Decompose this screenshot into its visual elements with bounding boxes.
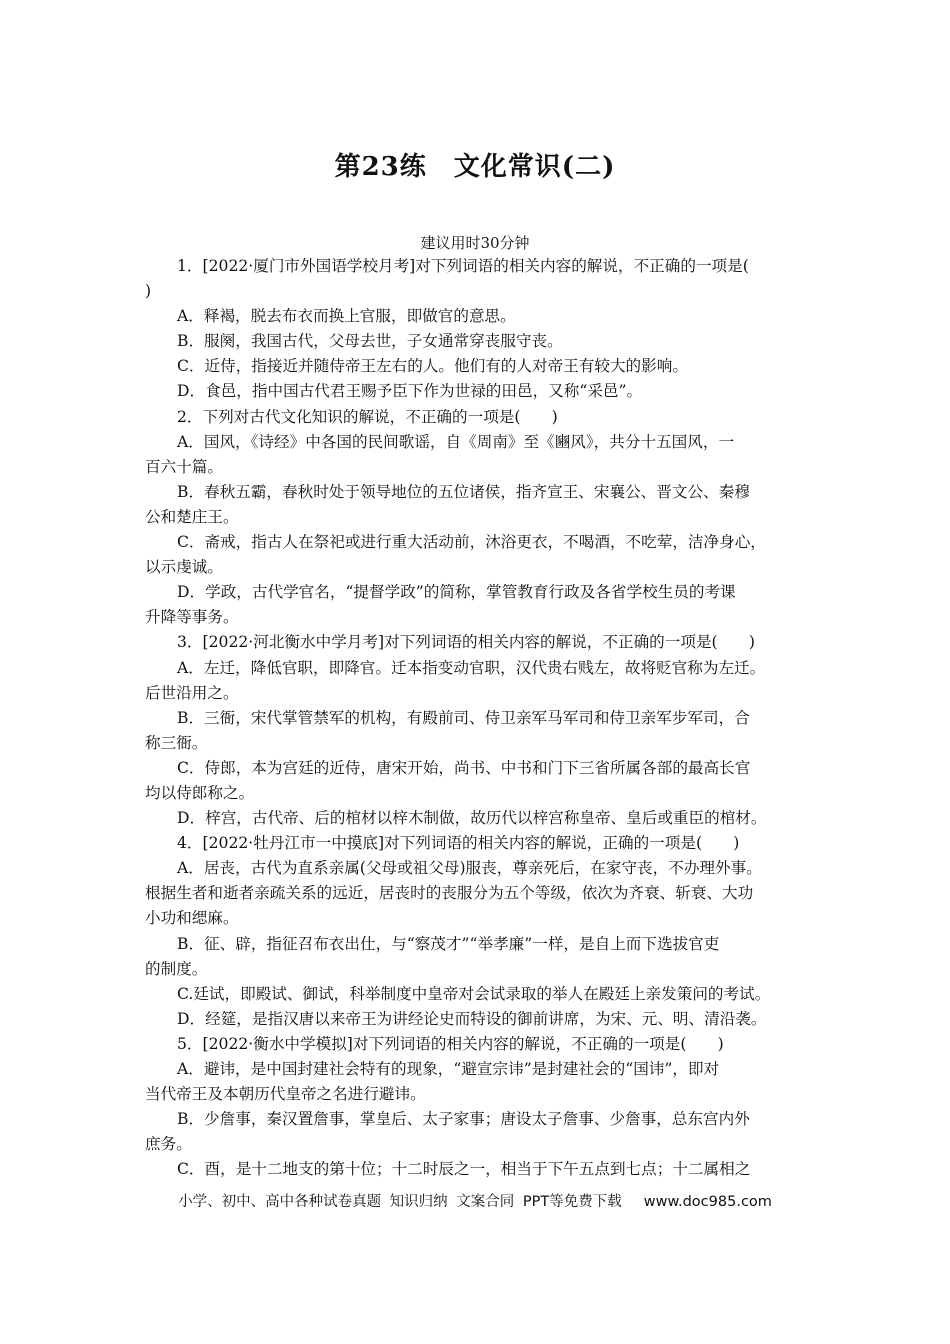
- text-line: 当代帝王及本朝历代皇帝之名进行避讳。: [145, 1085, 426, 1104]
- suggested-time: 建议用时30分钟: [420, 234, 530, 252]
- text-line: B．征、辟，指征召布衣出仕，与“察茂才”“举孝廉”一样，是自上而下选拔官吏: [177, 934, 720, 953]
- page-title: 第23练 文化常识(二): [334, 152, 616, 182]
- footer-url[interactable]: www.doc985.com: [643, 1194, 772, 1210]
- text-line: 称三衙。: [145, 733, 208, 752]
- text-line: 庶务。: [145, 1135, 192, 1154]
- exercise-body: [145, 254, 807, 1182]
- text-line: C．近侍，指接近并随侍帝王左右的人。他们有的人对帝王有较大的影响。: [177, 357, 688, 376]
- text-line: C．侍郎，本为宫廷的近侍，唐宋开始，尚书、中书和门下三省所属各部的最高长官: [177, 758, 751, 777]
- footer: [0, 1190, 950, 1211]
- text-line: 后世沿用之。: [145, 683, 239, 702]
- text-line: ): [145, 282, 152, 301]
- text-line: 1．[2022·厦门市外国语学校月考]对下列词语的相关内容的解说，不正确的一项是(: [177, 257, 749, 275]
- text-line: C．斋戒，指古人在祭祀或进行重大活动前，沐浴更衣，不喝酒，不吃荤，洁净身心，: [177, 533, 766, 552]
- text-line: A．居丧，古代为直系亲属(父母或祖父母)服丧，尊亲死后，在家守丧，不办理外事。: [177, 859, 762, 878]
- text-line: D．经筵，是指汉唐以来帝王为讲经论史而特设的御前讲席，为宋、元、明、清沿袭。: [177, 1009, 767, 1028]
- text-line: 4．[2022·牡丹江市一中摸底]对下列词语的相关内容的解说，正确的一项是( ): [177, 834, 740, 853]
- text-line: 3．[2022·河北衡水中学月考]对下列词语的相关内容的解说，不正确的一项是( ): [177, 633, 755, 652]
- text-line: B．少詹事，秦汉置詹事，掌皇后、太子家事；唐设太子詹事、少詹事，总东宫内外: [177, 1110, 750, 1129]
- text-line: 的制度。: [145, 959, 208, 978]
- text-line: 均以侍郎称之。: [145, 783, 255, 802]
- text-line: D．学政，古代学官名，“提督学政”的简称，掌管教育行政及各省学校生员的考课: [177, 583, 736, 602]
- text-line: D．食邑，指中国古代君王赐予臣下作为世禄的田邑，又称“采邑”。: [177, 382, 643, 401]
- text-line: C.廷试，即殿试、御试，科举制度中皇帝对会试录取的举人在殿廷上亲发策问的考试。: [177, 984, 771, 1003]
- text-line: 百六十篇。: [145, 457, 223, 476]
- text-line: C．酉，是十二地支的第十位；十二时辰之一，相当于下午五点到七点；十二属相之: [177, 1160, 751, 1179]
- text-line: B．春秋五霸，春秋时处于领导地位的五位诸侯，指齐宣王、宋襄公、晋文公、秦穆: [177, 482, 750, 501]
- text-line: 根据生者和逝者亲疏关系的远近，居丧时的丧服分为五个等级，依次为齐衰、斩衰、大功: [145, 884, 754, 903]
- text-line: 2．下列对古代文化知识的解说，不正确的一项是( ): [177, 407, 558, 426]
- text-line: 小功和缌麻。: [145, 909, 239, 928]
- text-line: A．避讳，是中国封建社会特有的现象，“避宣宗讳”是封建社会的“国讳”，即对: [177, 1060, 720, 1078]
- text-line: B．三衙，宋代掌管禁军的机构，有殿前司、侍卫亲军马军司和侍卫亲军步军司，合: [177, 708, 750, 727]
- text-line: 升降等事务。: [145, 608, 239, 627]
- text-line: D．梓宫，古代帝、后的棺材以梓木制做，故历代以梓宫称皇帝、皇后或重臣的棺材。: [177, 809, 767, 828]
- text-line: A．释褐，脱去布衣而换上官服，即做官的意思。: [177, 307, 516, 326]
- text-line: A．国风，《诗经》中各国的民间歌谣，自《周南》至《豳风》，共分十五国风，一: [177, 432, 735, 451]
- text-line: A．左迁，降低官职，即降官。迁本指变动官职，汉代贵右贱左，故将贬官称为左迁。: [177, 658, 766, 677]
- text-line: B．服阕，我国古代，父母去世，子女通常穿丧服守丧。: [177, 332, 563, 351]
- footer-text: 小学、初中、高中各种试卷真题 知识归纳 文案合同 PPT等免费下载: [178, 1194, 622, 1210]
- text-line: 以示虔诚。: [145, 558, 223, 577]
- text-line: 5．[2022·衡水中学模拟]对下列词语的相关内容的解说，不正确的一项是( ): [177, 1034, 724, 1053]
- text-line: 公和楚庄王。: [145, 507, 239, 526]
